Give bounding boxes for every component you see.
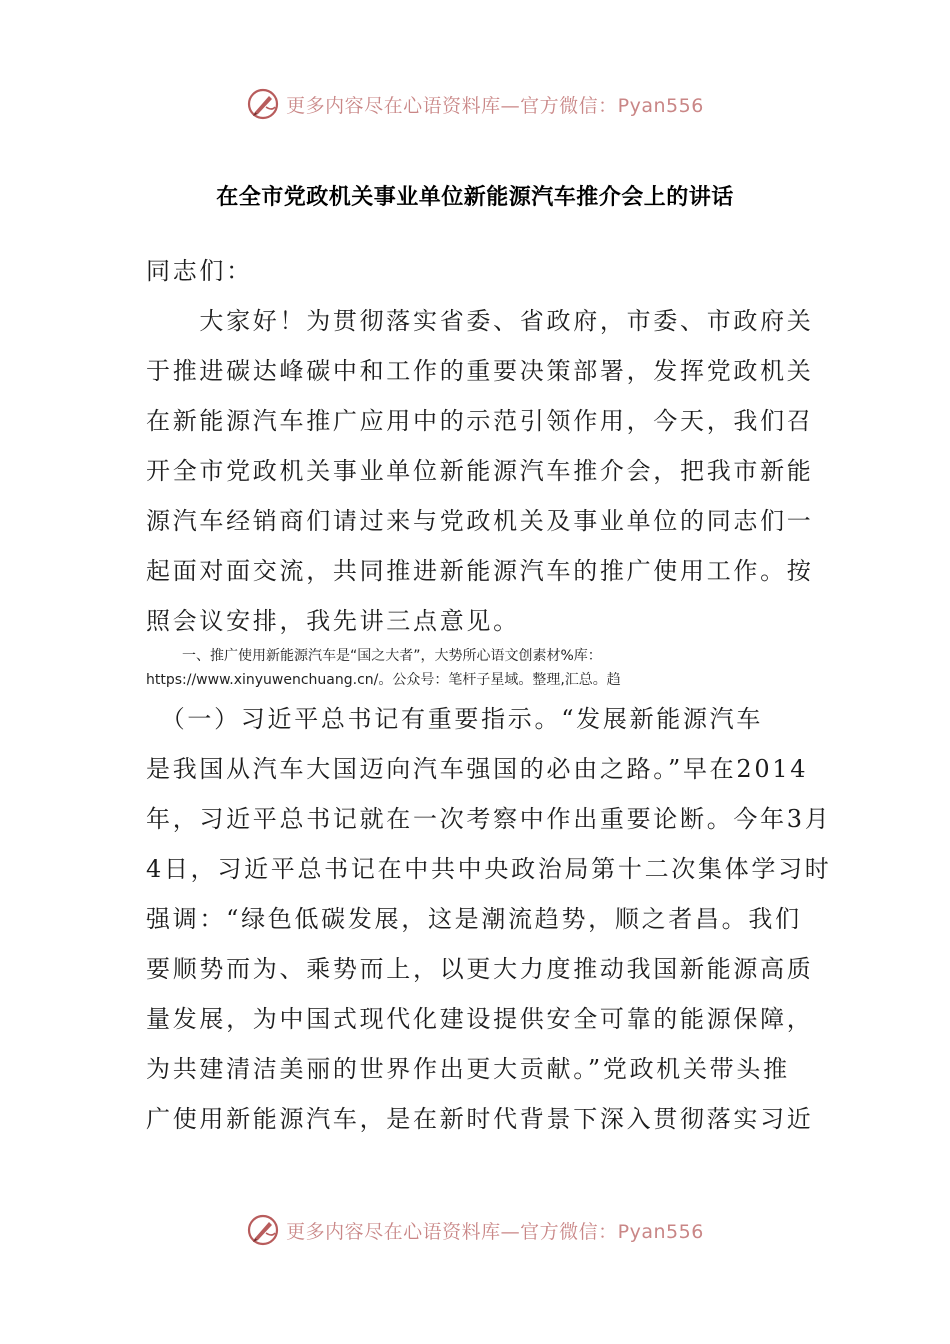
paragraph-line: 源汽车经销商们请过来与党政机关及事业单位的同志们一	[146, 507, 814, 535]
heading-line: 一、推广使用新能源汽车是“国之大者”，大势所心语文创素材%库：	[182, 648, 602, 664]
subsection-one	[146, 694, 832, 1144]
paragraph-line: 广使用新能源汽车，是在新时代背景下深入贯彻落实习近	[146, 1105, 814, 1133]
paragraph-line: 强调：“绿色低碳发展，这是潮流趋势，顺之者昌。我们	[146, 905, 802, 933]
watermark-contact: Pyan556	[617, 94, 704, 117]
pen-logo-icon	[246, 87, 280, 121]
paragraph-line: 是我国从汽车大国迈向汽车强国的必由之路。”早在2014	[146, 755, 809, 783]
watermark-text: 更多内容尽在心语资料库—官方微信：Pyan556	[286, 94, 704, 117]
section-heading	[146, 644, 826, 692]
salutation: 同志们：	[146, 257, 253, 285]
heading-line-url: https://www.xinyuwenchuang.cn/。公众号：笔杆子星域。整理,汇总。趋	[146, 672, 621, 688]
paragraph-line: 量发展，为中国式现代化建设提供安全可靠的能源保障，	[146, 1005, 814, 1033]
paragraph-line: 在新能源汽车推广应用中的示范引领作用，今天，我们召	[146, 407, 814, 435]
header-watermark	[0, 84, 950, 124]
paragraph-line: （一）习近平总书记有重要指示。“发展新能源汽车	[146, 705, 764, 733]
paragraph-line: 年，习近平总书记就在一次考察中作出重要论断。今年3月	[146, 805, 832, 833]
paragraph-line: 要顺势而为、乘势而上，以更大力度推动我国新能源高质	[146, 955, 814, 983]
footer-watermark	[0, 1210, 950, 1250]
pen-logo-icon	[246, 1213, 280, 1247]
paragraph-line: 4日，习近平总书记在中共中央政治局第十二次集体学习时	[146, 855, 832, 883]
paragraph-line: 为共建清洁美丽的世界作出更大贡献。”党政机关带头推	[146, 1055, 790, 1083]
document-title: 在全市党政机关事业单位新能源汽车推介会上的讲话	[216, 185, 734, 210]
watermark-contact: Pyan556	[617, 1220, 704, 1243]
paragraph-line: 于推进碳达峰碳中和工作的重要决策部署，发挥党政机关	[146, 357, 814, 385]
watermark-text: 更多内容尽在心语资料库—官方微信：Pyan556	[286, 1220, 704, 1243]
paragraph-line: 照会议安排，我先讲三点意见。	[146, 607, 520, 635]
paragraph-line: 开全市党政机关事业单位新能源汽车推介会，把我市新能	[146, 457, 814, 485]
opening-section	[146, 246, 814, 646]
paragraph-line: 大家好！为贯彻落实省委、省政府，市委、市政府关	[146, 307, 814, 335]
paragraph-line: 起面对面交流，共同推进新能源汽车的推广使用工作。按	[146, 557, 814, 585]
